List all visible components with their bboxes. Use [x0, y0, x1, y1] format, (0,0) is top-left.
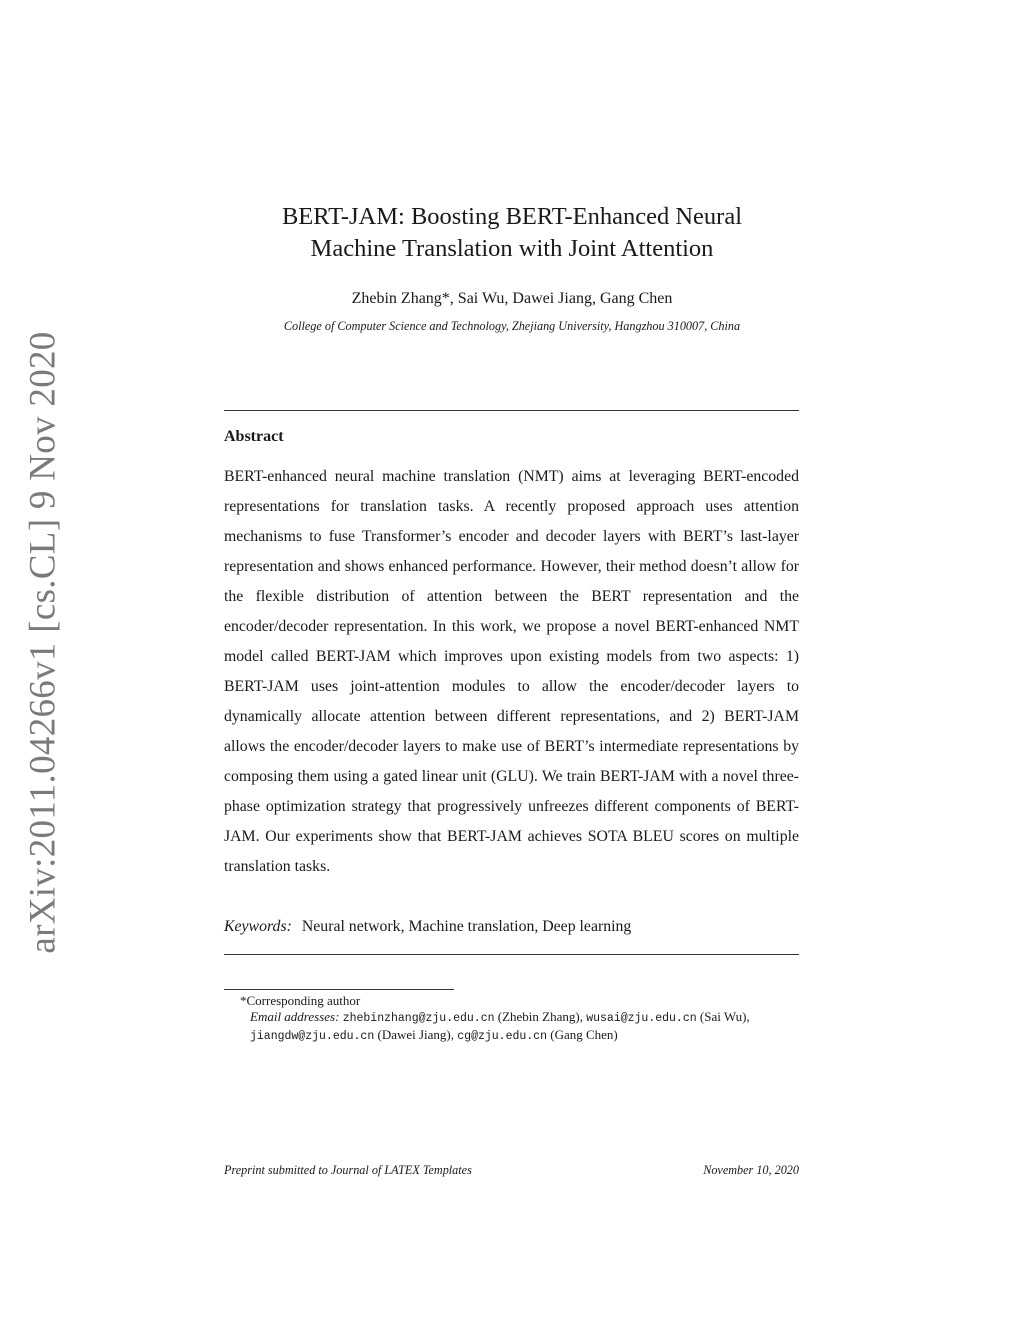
paper-title [200, 201, 824, 265]
email-link[interactable]: jiangdw@zju.edu.cn [250, 1030, 375, 1043]
abstract-bottom-rule [224, 954, 799, 955]
arxiv-id: arXiv:2011.04266v1 [cs.CL] 9 Nov 2020 [22, 331, 64, 954]
abstract-top-rule [224, 410, 799, 411]
footer-date: November 10, 2020 [703, 1163, 799, 1177]
keywords-text: Neural network, Machine translation, Deep learning [301, 918, 632, 935]
email-owner: (Gang Chen) [546, 1027, 618, 1042]
keywords-label: Keywords: [224, 918, 292, 935]
email-owner: (Zhebin Zhang), [494, 1009, 587, 1024]
email-label: Email addresses: [250, 1009, 340, 1024]
arxiv-sidebar-stamp [18, 331, 68, 954]
title-line-2: Machine Translation with Joint Attention [310, 235, 714, 262]
footnote [224, 993, 772, 1045]
title-line-1: BERT-JAM: Boosting BERT-Enhanced Neural [281, 203, 743, 230]
email-owner: (Sai Wu), [696, 1009, 750, 1024]
corresponding-note: *Corresponding author [240, 993, 361, 1008]
abstract-heading: Abstract [224, 428, 284, 445]
page-footer [224, 1163, 799, 1178]
abstract-body: BERT-enhanced neural machine translation (NMT) aims at leveraging BERT-encoded representations for translation tasks. A recently proposed approach uses attention mechanisms to fuse Transformer’s encoder and decoder layers with BERT’s last-layer representation and shows enhanced performance. However, their method doesn’t allow for the flexible distribution of attention between the BERT representation and the encoder/decoder representation. In this work, we propose a novel BERT-enhanced NMT model called BERT-JAM which improves upon existing models from two aspects: 1) BERT-JAM uses joint-attention modules to allow the encoder/decoder layers to dynamically allocate attention between different representations, and 2) BERT-JAM allows the encoder/decoder layers to make use of BERT’s intermediate representations by composing them using a gated linear unit (GLU). We train BERT-JAM with a novel three-phase optimization strategy that progressively unfreezes different components of BERT-JAM. Our experiments show that BERT-JAM achieves SOTA BLEU scores on multiple translation tasks. [224, 468, 799, 875]
footnote-rule [224, 989, 454, 990]
email-owner: (Dawei Jiang), [374, 1027, 458, 1042]
author-list: Zhebin Zhang*, Sai Wu, Dawei Jiang, Gang Chen [351, 290, 673, 307]
footer-preprint-note: Preprint submitted to Journal of LATEX Templates [224, 1163, 472, 1177]
email-line [224, 1009, 772, 1045]
affiliation: College of Computer Science and Technology, Zhejiang University, Hangzhou 310007, China [283, 319, 741, 333]
email-link[interactable]: zhebinzhang@zju.edu.cn [342, 1012, 495, 1025]
keywords-line [224, 918, 799, 936]
email-link[interactable]: cg@zju.edu.cn [457, 1030, 547, 1043]
email-link[interactable]: wusai@zju.edu.cn [586, 1012, 697, 1025]
